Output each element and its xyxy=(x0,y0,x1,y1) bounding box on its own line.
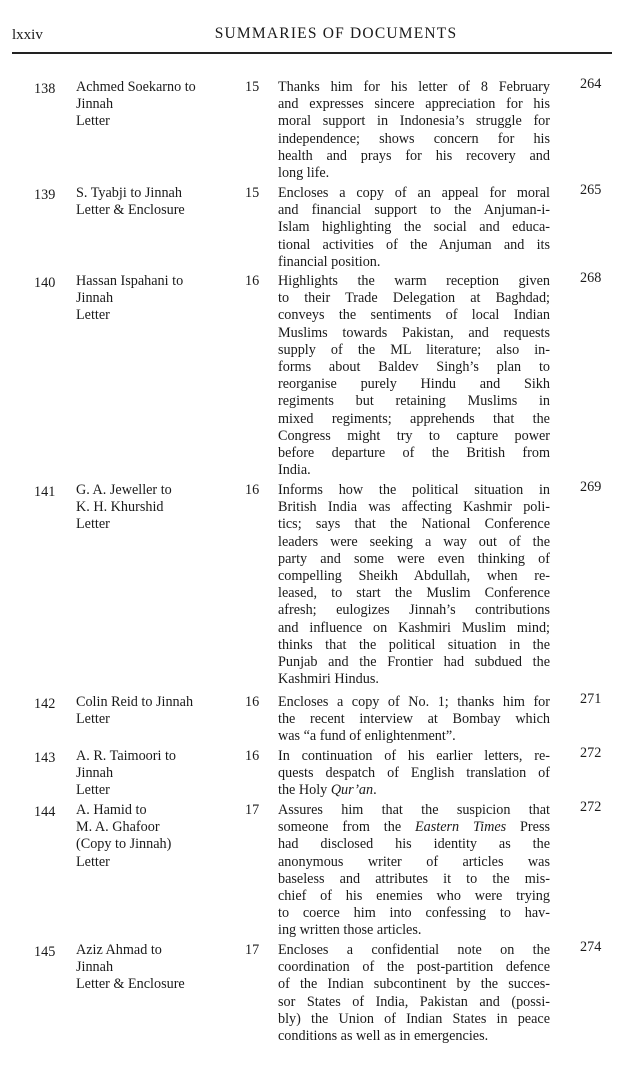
summary-line: In continuation of his earlier letters, re- xyxy=(278,748,550,764)
summary-line: Congress might try to capture power xyxy=(278,427,550,444)
summary-line: mixed regiments; apprehends that the xyxy=(278,410,550,427)
summary-entry xyxy=(0,76,632,182)
summary-line: ing written those articles. xyxy=(278,922,422,939)
page-number: 268 xyxy=(580,270,602,286)
correspondent-line: A. Hamid to xyxy=(76,802,147,818)
summary-line: long life. xyxy=(278,165,330,182)
correspondent-line: Hassan Ispahani to xyxy=(76,273,184,289)
document-date: 15 xyxy=(245,185,260,201)
correspondent-line: G. A. Jeweller to xyxy=(76,482,172,498)
summary-line: of the Indian subcontinent by the succes- xyxy=(278,976,550,993)
summary-line: tics; says that the National Conference xyxy=(278,516,550,533)
summary-line: Encloses a copy of No. 1; thanks him for xyxy=(278,694,550,710)
correspondent-line: Letter xyxy=(76,516,110,533)
running-title: SUMMARIES OF DOCUMENTS xyxy=(214,25,458,42)
summary-entry xyxy=(0,939,632,1045)
document-date: 17 xyxy=(245,942,260,958)
document-number: 143 xyxy=(34,750,56,766)
correspondent-line: Jinnah xyxy=(76,96,114,113)
summary-entry xyxy=(0,479,632,688)
summary-line: party and some were even thinking of xyxy=(278,550,550,567)
correspondent-line: K. H. Khurshid xyxy=(76,499,164,516)
correspondent-line: Letter xyxy=(76,782,110,799)
summary-line: Encloses a confidential note on the xyxy=(278,942,550,958)
summary-line: and influence on Kashmiri Muslim mind; xyxy=(278,619,550,636)
document-date: 16 xyxy=(245,482,260,498)
correspondent-line: Letter xyxy=(76,113,110,130)
page-folio: lxxiv xyxy=(12,27,43,43)
summary-text xyxy=(278,748,550,800)
document-number: 138 xyxy=(34,81,56,97)
page-number: 271 xyxy=(580,691,602,707)
summary-line: forms about Baldev Singh’s plan to xyxy=(278,359,550,376)
summary-line: the Holy Qur’an. xyxy=(278,782,377,799)
summary-line: conditions as well as in emergencies. xyxy=(278,1028,489,1045)
correspondent-line: Letter & Enclosure xyxy=(76,976,185,993)
summary-line: and financial support to the Anjuman-i- xyxy=(278,202,550,219)
correspondent-line: Colin Reid to Jinnah xyxy=(76,694,194,710)
document-number: 140 xyxy=(34,275,56,291)
document-number: 139 xyxy=(34,187,56,203)
summary-line: Islam highlighting the social and educa- xyxy=(278,219,550,236)
page-number: 272 xyxy=(580,799,602,815)
summary-line: quests despatch of English translation of xyxy=(278,765,550,782)
correspondents xyxy=(76,273,241,325)
summary-line: regiments but retaining Muslims in xyxy=(278,393,550,410)
correspondents xyxy=(76,185,241,219)
correspondents xyxy=(76,79,241,131)
correspondent-line: Achmed Soekarno to xyxy=(76,79,196,95)
correspondent-line: Letter xyxy=(76,711,110,728)
summary-line: Thanks him for his letter of 8 February xyxy=(278,79,550,95)
correspondent-line: Letter xyxy=(76,307,110,324)
summary-text xyxy=(278,185,550,271)
summary-entry xyxy=(0,799,632,940)
document-date: 16 xyxy=(245,273,260,289)
summary-line: coordination of the post-partition defence xyxy=(278,959,550,976)
document-number: 145 xyxy=(34,944,56,960)
summary-line: to coerce him into confessing to hav- xyxy=(278,905,550,922)
summary-line: Assures him that the suspicion that xyxy=(278,802,550,818)
correspondent-line: Aziz Ahmad to xyxy=(76,942,162,958)
summary-line: India. xyxy=(278,462,311,479)
page-number: 264 xyxy=(580,76,602,92)
correspondent-line: (Copy to Jinnah) xyxy=(76,836,172,853)
summary-text xyxy=(278,79,550,182)
document-number: 141 xyxy=(34,484,56,500)
summary-line: Punjab and the Frontier had subdued the xyxy=(278,654,550,671)
summary-text xyxy=(278,694,550,746)
page-number: 269 xyxy=(580,479,602,495)
correspondents xyxy=(76,748,241,800)
summary-line: to their Trade Delegation at Baghdad; xyxy=(278,290,550,307)
document-number: 142 xyxy=(34,696,56,712)
summary-text xyxy=(278,942,550,1045)
document-date: 15 xyxy=(245,79,260,95)
correspondents xyxy=(76,694,241,728)
correspondent-line: Letter & Enclosure xyxy=(76,202,185,219)
summary-entry xyxy=(0,745,632,800)
document-date: 16 xyxy=(245,748,260,764)
header-rule xyxy=(12,52,612,54)
summary-line: moral support in Indonesia’s struggle for xyxy=(278,113,550,130)
summary-line: conveys the sentiments of local Indian xyxy=(278,307,550,324)
summary-entry xyxy=(0,691,632,746)
page-number: 265 xyxy=(580,182,602,198)
page-number: 272 xyxy=(580,745,602,761)
summary-line: sor States of India, Pakistan and (possi- xyxy=(278,993,550,1010)
summary-line: British India was affecting Kashmir poli- xyxy=(278,499,550,516)
summary-line: afresh; eulogizes Jinnah’s contributions xyxy=(278,602,550,619)
correspondents xyxy=(76,482,241,534)
summary-line: Informs how the political situation in xyxy=(278,482,550,498)
summary-line: thinks that the political situation in the xyxy=(278,636,550,653)
summary-line: bly) the Union of Indian States in peace xyxy=(278,1010,550,1027)
summary-line: anonymous writer of articles was xyxy=(278,853,550,870)
correspondent-line: Jinnah xyxy=(76,959,114,976)
correspondent-line: S. Tyabji to Jinnah xyxy=(76,185,182,201)
summary-line: tional activities of the Anjuman and its xyxy=(278,236,550,253)
summary-line: was “a fund of enlightenment”. xyxy=(278,728,456,745)
summary-text xyxy=(278,273,550,479)
summary-line: leaders were seeking a way out of the xyxy=(278,533,550,550)
summary-line: baseless and attributes it to the mis- xyxy=(278,870,550,887)
summary-entry xyxy=(0,182,632,271)
summary-line: supply of the ML literature; also in- xyxy=(278,341,550,358)
summary-line: someone from the Eastern Times Press xyxy=(278,819,550,836)
correspondent-line: A. R. Taimoori to xyxy=(76,748,177,764)
document-date: 17 xyxy=(245,802,260,818)
summary-line: financial position. xyxy=(278,253,381,270)
correspondent-line: M. A. Ghafoor xyxy=(76,819,160,836)
summary-line: and expresses sincere appreciation for his xyxy=(278,96,550,113)
correspondent-line: Jinnah xyxy=(76,765,114,782)
correspondent-line: Jinnah xyxy=(76,290,114,307)
summary-line: Encloses a copy of an appeal for moral xyxy=(278,185,550,201)
summary-line: the recent interview at Bombay which xyxy=(278,711,550,728)
correspondent-line: Letter xyxy=(76,853,110,870)
summary-line: reorganise purely Hindu and Sikh xyxy=(278,376,550,393)
summary-line: Muslims towards Pakistan, and requests xyxy=(278,324,550,341)
summary-line: chief of his enemies who were trying xyxy=(278,888,550,905)
summary-line: Highlights the warm reception given xyxy=(278,273,550,289)
summary-line: had disclosed his identity as the xyxy=(278,836,550,853)
summary-line: before departure of the British from xyxy=(278,445,550,462)
correspondents xyxy=(76,802,241,871)
page-number: 274 xyxy=(580,939,602,955)
summary-text xyxy=(278,482,550,688)
summary-line: compelling Sheikh Abdullah, when re- xyxy=(278,568,550,585)
summary-line: Kashmiri Hindus. xyxy=(278,671,379,688)
summary-text xyxy=(278,802,550,940)
summary-line: health and prays for his recovery and xyxy=(278,147,550,164)
summary-entry xyxy=(0,270,632,479)
summary-line: leased, to start the Muslim Conference xyxy=(278,585,550,602)
document-number: 144 xyxy=(34,804,56,820)
document-date: 16 xyxy=(245,694,260,710)
summary-line: independence; shows concern for his xyxy=(278,130,550,147)
correspondents xyxy=(76,942,241,994)
